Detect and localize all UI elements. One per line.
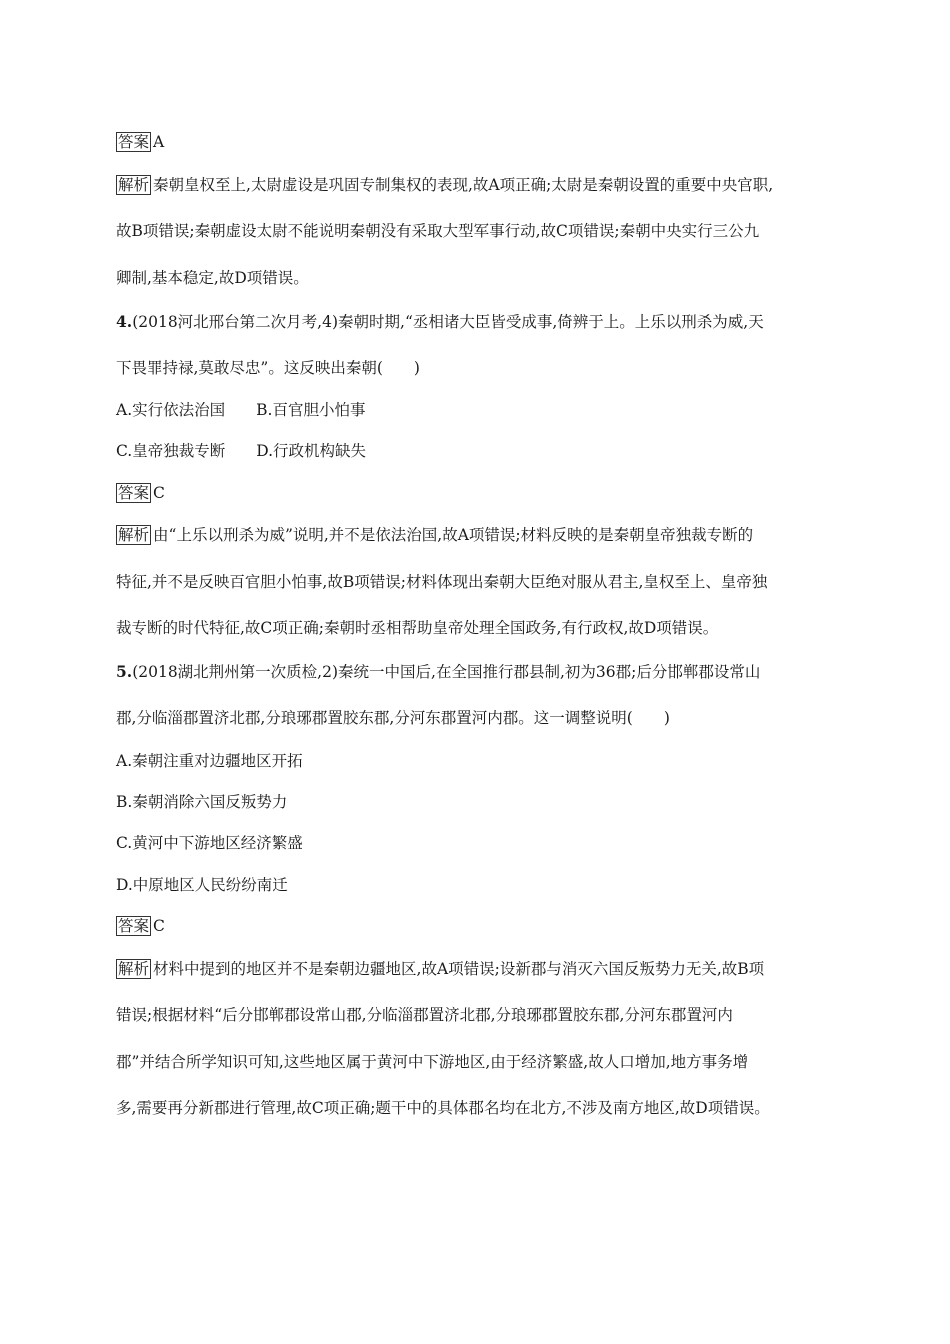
analysis-text: 秦朝皇权至上,太尉虚设是巩固专制集权的表现,故A项正确;太尉是秦朝设置的重要中央官职, [153,176,774,194]
q5-analysis-line-1 [116,958,764,980]
analysis-text: 由“上乐以刑杀为威”说明,并不是依法治国,故A项错误;材料反映的是秦朝皇帝独裁专断的 [153,526,754,544]
q5-analysis-line-3: 郡”并结合所学知识可知,这些地区属于黄河中下游地区,由于经济繁盛,故人口增加,地方事务增 [116,1053,749,1071]
q5-option-a: A.秦朝注重对边疆地区开拓 [116,752,303,770]
q5-option-d: D.中原地区人民纷纷南迁 [116,876,288,894]
q5-option-c: C.黄河中下游地区经济繁盛 [116,834,303,852]
q4-stem-line-2: 下畏罪持禄,莫敢尽忠”。这反映出秦朝( ) [116,359,420,377]
answer-tag: 答案 [118,133,150,151]
q3-analysis-line-1 [116,174,773,196]
analysis-tag: 解析 [118,526,150,544]
answer-value: C [153,484,165,502]
q5-answer-line [116,915,165,937]
q4-options-row-1: A.实行依法治国 B.百官胆小怕事 [116,401,366,419]
q3-analysis-line-2: 故B项错误;秦朝虚设太尉不能说明秦朝没有采取大型军事行动,故C项错误;秦朝中央实行三公九 [116,222,760,240]
question-stem: (2018河北邢台第二次月考,4)秦朝时期,“丞相诸大臣皆受成事,倚辨于上。上乐以刑杀为威,天 [132,313,764,331]
analysis-tag: 解析 [118,176,150,194]
answer-value: C [153,917,165,935]
q4-analysis-line-2: 特征,并不是反映百官胆小怕事,故B项错误;材料体现出秦朝大臣绝对服从君主,皇权至上、皇帝独 [116,573,768,591]
q5-analysis-line-2: 错误;根据材料“后分邯郸郡设常山郡,分临淄郡置济北郡,分琅琊郡置胶东郡,分河东郡置河内 [116,1006,733,1024]
q4-answer-line [116,482,165,504]
q4-stem-line-1 [116,311,764,333]
q3-answer-line [116,131,164,153]
q4-analysis-line-1 [116,524,753,546]
question-number: 4. [116,312,133,331]
q4-options-row-2: C.皇帝独裁专断 D.行政机构缺失 [116,442,367,460]
question-number: 5. [116,662,133,681]
q5-stem-line-1 [116,661,760,683]
answer-value: A [153,133,165,151]
q5-stem-line-2: 郡,分临淄郡置济北郡,分琅琊郡置胶东郡,分河东郡置河内郡。这一调整说明( ) [116,709,670,727]
q5-analysis-line-4: 多,需要再分新郡进行管理,故C项正确;题干中的具体郡名均在北方,不涉及南方地区,故D项错误。 [116,1099,770,1117]
q3-analysis-line-3: 卿制,基本稳定,故D项错误。 [116,269,309,287]
analysis-text: 材料中提到的地区并不是秦朝边疆地区,故A项错误;设新郡与消灭六国反叛势力无关,故B项 [153,960,765,978]
q4-analysis-line-3: 裁专断的时代特征,故C项正确;秦朝时丞相帮助皇帝处理全国政务,有行政权,故D项错误。 [116,619,719,637]
question-stem: (2018湖北荆州第一次质检,2)秦统一中国后,在全国推行郡县制,初为36郡;后分邯郸郡设常山 [132,663,761,681]
answer-tag: 答案 [118,917,150,935]
q5-option-b: B.秦朝消除六国反叛势力 [116,793,288,811]
answer-tag: 答案 [118,484,150,502]
analysis-tag: 解析 [118,960,150,978]
